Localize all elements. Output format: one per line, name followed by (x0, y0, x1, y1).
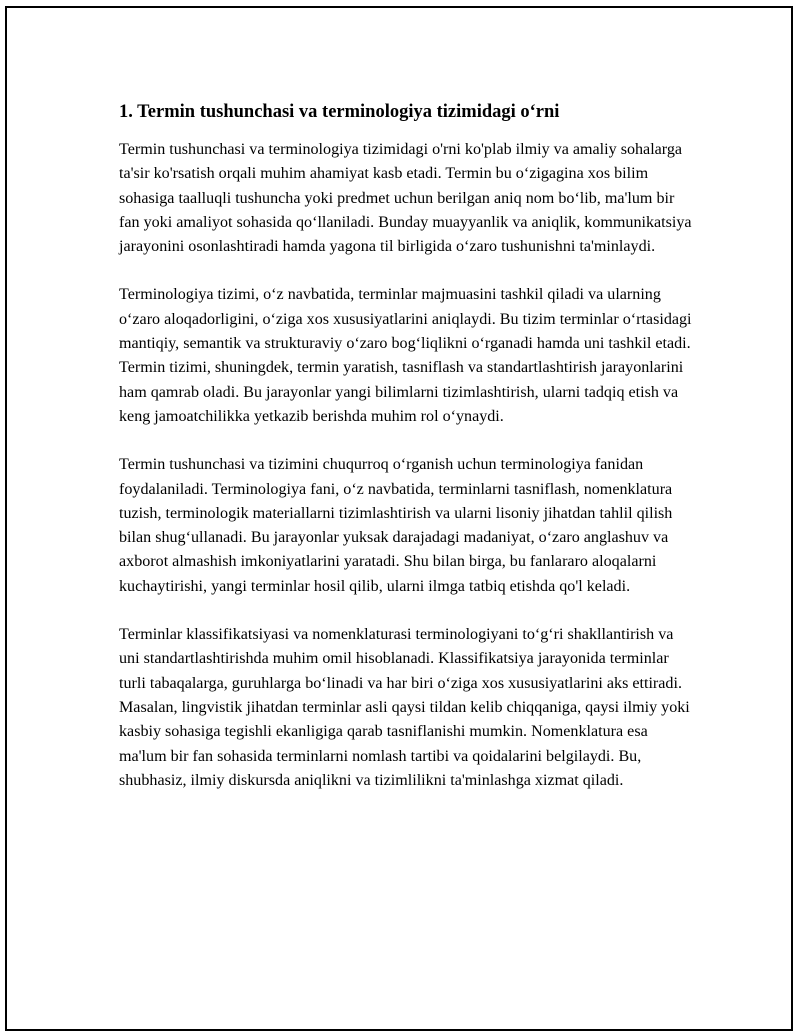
section-heading: 1. Termin tushunchasi va terminologiya tizimidagi o‘rni (119, 102, 560, 122)
page-frame (5, 6, 793, 1031)
paragraph-3: Termin tushunchasi va tizimini chuqurroq o‘rganish uchun terminologiya fanidan foydalaniladi. Terminologiya fani, o‘z navbatida, terminlarni tasniflash, nomenklatura tuzish, terminologik materiallarni tizimlashtirish va ularni lisoniy jihatdan tahlil qilish bilan shug‘ullanadi. Bu jarayonlar yuksak darajadagi madaniyat, o‘zaro anglashuv va axborot almashish imkoniyatlarini yaratadi. Shu bilan birga, bu fanlararo aloqalarni kuchaytirishi, yangi terminlar hosil qilib, ularni ilmga tatbiq etishda qo'l keladi. (119, 456, 673, 595)
document-body (119, 96, 693, 817)
paragraph-2: Terminologiya tizimi, o‘z navbatida, terminlar majmuasini tashkil qiladi va ularning o‘zaro aloqadorligini, o‘ziga xos xususiyatlarini aniqlaydi. Bu tizim terminlar o‘rtasidagi mantiqiy, semantik va strukturaviy o‘zaro bog‘liqlikni o‘rganadi hamda uni tashkil etadi. Termin tizimi, shuningdek, termin yaratish, tasniflash va standartlashtirish jarayonlarini ham qamrab oladi. Bu jarayonlar yangi bilimlarni tizimlashtirish, ularni tadqiq etish va keng jamoatchilikka yetkazib berishda muhim rol o‘ynaydi. (119, 286, 692, 425)
paragraph-1: Termin tushunchasi va terminologiya tizimidagi o'rni ko'plab ilmiy va amaliy sohalarga ta'sir ko'rsatish orqali muhim ahamiyat kasb etadi. Termin bu o‘zigagina xos bilim sohasiga taalluqli tushuncha yoki predmet uchun berilgan aniq nom bo‘lib, ma'lum bir fan yoki amaliyot sohasida qo‘llaniladi. Bunday muayyanlik va aniqlik, kommunikatsiya jarayonini osonlashtiradi hamda yagona til birligida o‘zaro tushunishni ta'minlaydi. (119, 141, 692, 256)
paragraph-4: Terminlar klassifikatsiyasi va nomenklaturasi terminologiyani to‘g‘ri shakllantirish va uni standartlashtirishda muhim omil hisoblanadi. Klassifikatsiya jarayonida terminlar turli tabaqalarga, guruhlarga bo‘linadi va har biri o‘ziga xos xususiyatlarini aks ettiradi. Masalan, lingvistik jihatdan terminlar asli qaysi tildan kelib chiqqaniga, qaysi ilmiy yoki kasbiy sohasiga tegishli ekanligiga qarab tasniflanishi mumkin. Nomenklatura esa ma'lum bir fan sohasida terminlarni nomlash tartibi va qoidalarini belgilaydi. Bu, shubhasiz, ilmiy diskursda aniqlikni va tizimlilikni ta'minlashga xizmat qiladi. (119, 626, 690, 789)
